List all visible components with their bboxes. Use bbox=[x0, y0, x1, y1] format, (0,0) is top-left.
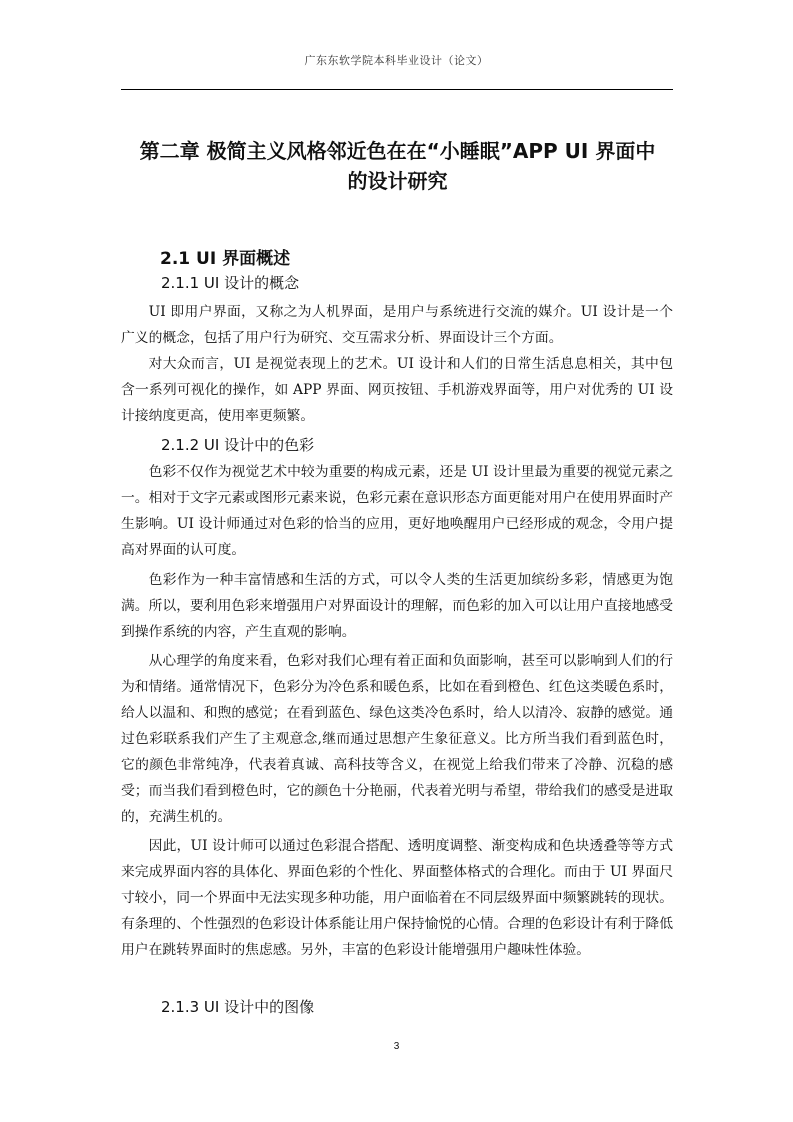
paragraph: 色彩不仅作为视觉艺术中较为重要的构成元素，还是 UI 设计里最为重要的视觉元素之一。相对于文字元素或图形元素来说，色彩元素在意识形态方面更能对用户在使用界面时产生影响。UI 设计师通过对色彩的恰当的应用，更好地唤醒用户已经形成的观念，令用户提高对界面的认可度。 bbox=[121, 464, 673, 558]
chapter-title bbox=[110, 136, 685, 196]
paragraph: UI 即用户界面，又称之为人机界面，是用户与系统进行交流的媒介。UI 设计是一个广义的概念，包括了用户行为研究、交互需求分析、界面设计三个方面。 bbox=[121, 304, 673, 346]
running-header: 广东东软学院本科毕业设计（论文） bbox=[304, 54, 489, 67]
header-rule bbox=[121, 89, 673, 90]
paragraph: 对大众而言，UI 是视觉表现上的艺术。UI 设计和人们的日常生活息息相关，其中包含一系列可视化的操作，如 APP 界面、网页按钮、手机游戏界面等，用户对优秀的 UI 设计接纳度更高，使用率更频繁。 bbox=[121, 356, 673, 424]
paragraph: 因此，UI 设计师可以通过色彩混合搭配、透明度调整、渐变构成和色块透叠等等方式来完成界面内容的具体化、界面色彩的个性化、界面整体格式的合理化。而由于 UI 界面尺寸较小，同一个界面中无法实现多种功能，用户面临着在不同层级界面中频繁跳转的现状。有条理的、个性强烈的色彩设计体系能让用户保持愉悦的心情。合理的色彩设计有利于降低用户在跳转界面时的焦虑感。另外，丰富的色彩设计能增强用户趣味性体验。 bbox=[121, 838, 673, 958]
paragraph: 色彩作为一种丰富情感和生活的方式，可以令人类的生活更加缤纷多彩，情感更为饱满。所以，要利用色彩来增强用户对界面设计的理解，而色彩的加入可以让用户直接地感受到操作系统的内容，产生直观的影响。 bbox=[121, 572, 673, 640]
section-heading-2-1-2: 2.1.2 UI 设计中的色彩 bbox=[161, 436, 315, 454]
section-heading-2-1-1: 2.1.1 UI 设计的概念 bbox=[161, 274, 300, 292]
paragraph: 从心理学的角度来看，色彩对我们心理有着正面和负面影响，甚至可以影响到人们的行为和情绪。通常情况下，色彩分为冷色系和暖色系，比如在看到橙色、红色这类暖色系时，给人以温和、和煦的感觉；在看到蓝色、绿色这类冷色系时，给人以清冷、寂静的感觉。通过色彩联系我们产生了主观意念,继而通过思想产生象征意义。比方所当我们看到蓝色时，它的颜色非常纯净，代表着真诚、高科技等含义，在视觉上给我们带来了冷静、沉稳的感受；而当我们看到橙色时，它的颜色十分艳丽，代表着光明与希望，带给我们的感受是进取的，充满生机的。 bbox=[121, 653, 673, 825]
chapter-title-line-2: 的设计研究 bbox=[347, 169, 448, 193]
section-heading-2-1-3: 2.1.3 UI 设计中的图像 bbox=[161, 998, 315, 1016]
section-heading-2-1: 2.1 UI 界面概述 bbox=[160, 249, 291, 269]
page-number: 3 bbox=[393, 1041, 400, 1052]
chapter-title-line-1: 第二章 极简主义风格邻近色在在“小睡眠”APP UI 界面中 bbox=[139, 139, 656, 163]
